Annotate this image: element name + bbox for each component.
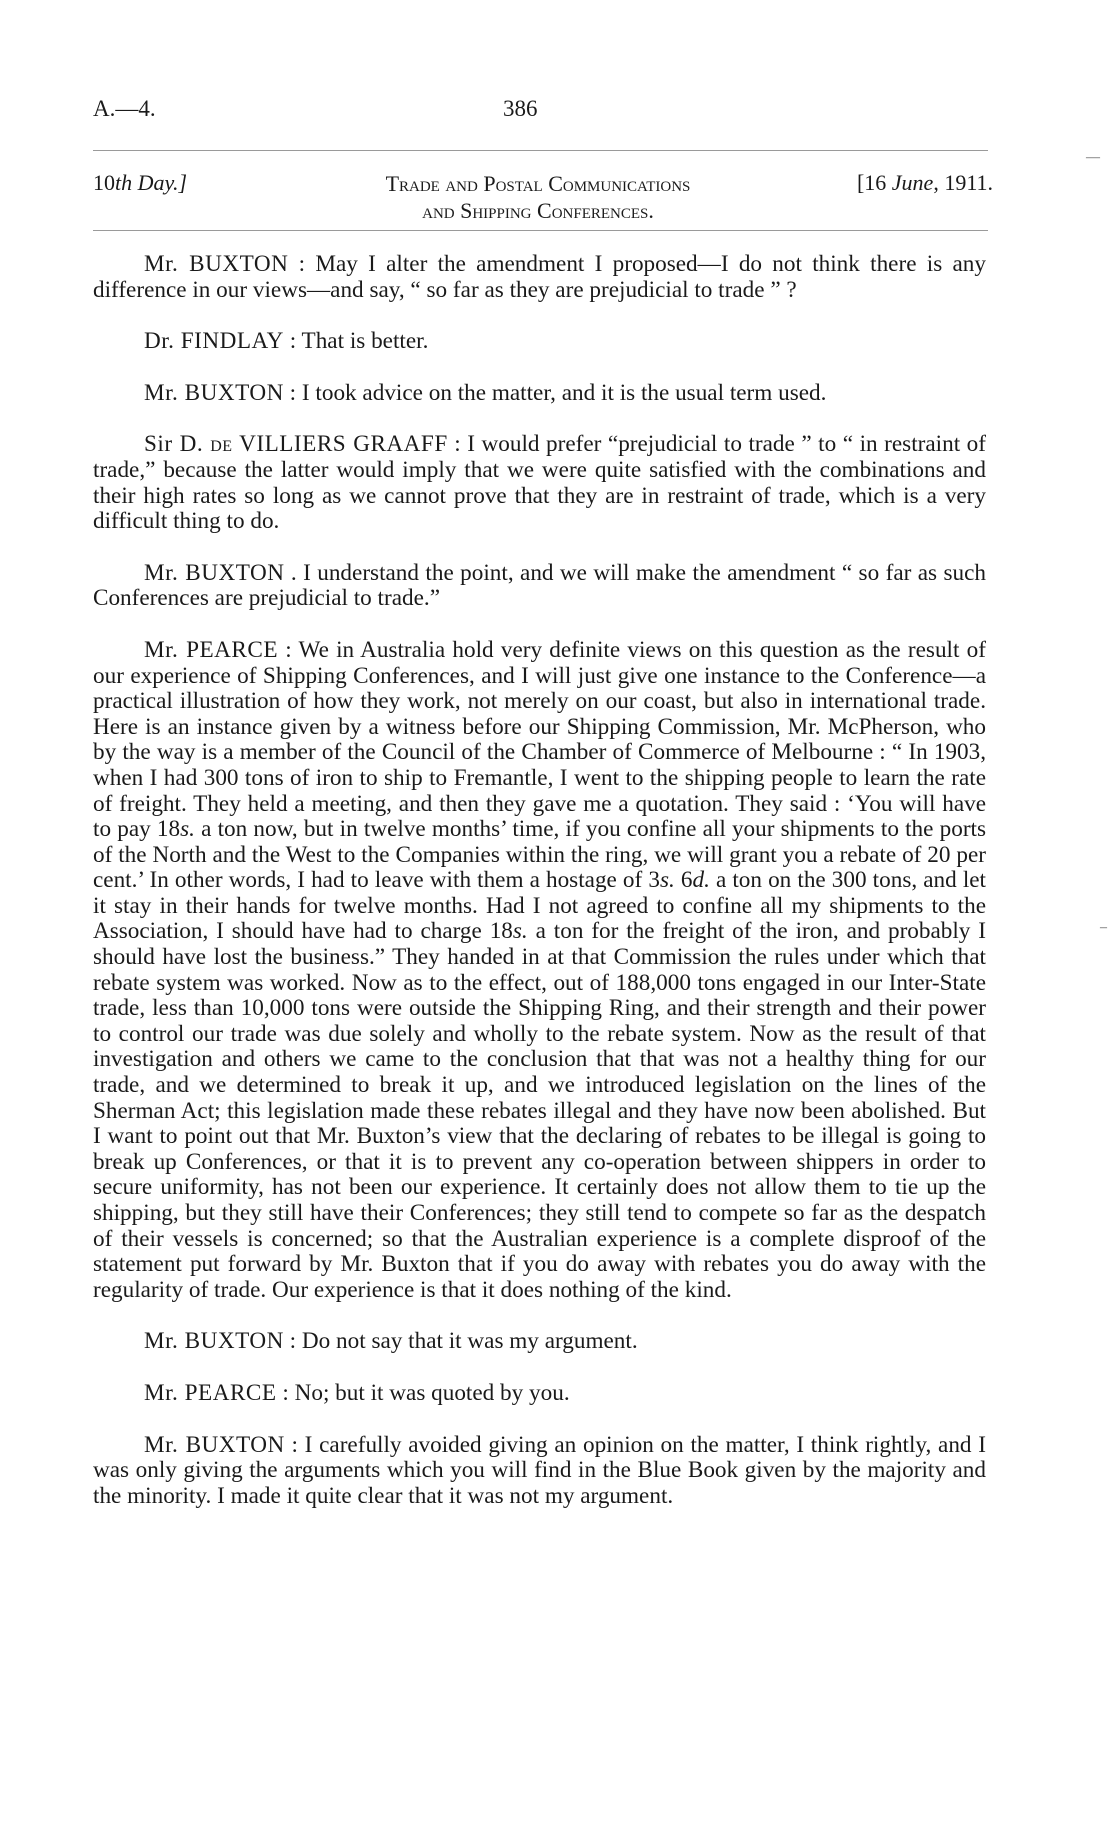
sitting-day-number: 10 [93, 170, 115, 195]
speaker-name: Mr. BUXTON [144, 251, 289, 277]
header-bottom-rule [93, 230, 988, 231]
speech-paragraph [93, 329, 986, 355]
sitting-day [93, 170, 187, 196]
speaker-name: Mr. BUXTON [144, 1328, 284, 1355]
speech-text: a ton on the 300 tons, and let it stay in their hands for twelve months. Had I not agreed to confine all my shipments to the Association, I should have had to charge 18 [93, 867, 986, 945]
speech-text: 6 [674, 867, 693, 894]
section-title-line-1: Trade and Postal Communications [385, 171, 691, 196]
speech-text: : I would prefer “prejudicial to trade ” to “ in restraint of trade,” because the latter would imply that we were quite satisfied with the combinations and their high rates so long as we cannot prove that they are in restraint of trade, which is a very difficult thing to do. [93, 431, 986, 535]
header-top-rule [93, 150, 988, 151]
currency-shillings: s. [659, 867, 675, 894]
speaker-name: Mr. PEARCE [144, 636, 279, 663]
speech-text: : May I alter the amendment I proposed—I do not think there is any difference in our views—and say, “ so far as they are prejudicial to trade ” ? [93, 251, 986, 303]
currency-shillings: s. [512, 918, 528, 945]
speaker-name: Mr. BUXTON [144, 379, 284, 406]
speech-text: : I carefully avoided giving an opinion on the matter, I think rightly, and I was only giving the arguments which you will find in the Blue Book given by the majority and the minority. I made it quite clear that it was not my argument. [93, 1431, 986, 1509]
speech-paragraph [93, 381, 986, 407]
speech-text: a ton now, but in twelve months’ time, if you confine all your shipments to the ports of the North and the West to the Companies within the ring, we will grant you a rebate of 20 per cent.’ In other words, I had to leave with them a hostage of 3 [93, 816, 987, 894]
speech-paragraph [93, 1433, 986, 1510]
speech-text: : Do not say that it was my argument. [283, 1328, 638, 1355]
running-head [93, 96, 993, 130]
speech-text: : I took advice on the matter, and it is the usual term used. [283, 379, 827, 406]
margin-mark: – [1100, 920, 1107, 935]
speaker-name: Mr. BUXTON [144, 1431, 285, 1458]
speech-text: : We in Australia hold very definite views on this question as the result of our experience of Shipping Conferences, and I will just give one instance to the Conference—a practical illustration of how they work, not merely on our coast, but also in international trade. Here is an instance given by a witness before our Shipping Commission, Mr. McPherson, who by the way is a member of the Council of the Chamber of Commerce of Melbourne : “ In 1903, when I had 300 tons of iron to ship to Fremantle, I went to the shipping people to learn the rate of freight. They held a meeting, and then they gave me a quotation. They said : ‘You will have to pay 18 [93, 636, 986, 843]
sitting-date-year: , 1911. [933, 170, 993, 195]
speech-paragraph [93, 432, 986, 534]
section-title-line-2: and Shipping Conferences. [422, 198, 654, 223]
speech-paragraph [93, 1329, 986, 1355]
speaker-name: Mr. BUXTON [144, 559, 285, 586]
sitting-day-label: th Day.] [115, 170, 188, 195]
page-number: 386 [503, 96, 538, 121]
speech-text: . I understand the point, and we will make the amendment “ so far as such Conferences are prejudicial to trade.” [93, 559, 986, 612]
currency-shillings: s. [180, 816, 195, 843]
sitting-date-month: June [891, 170, 934, 195]
currency-pence: d. [692, 867, 710, 894]
speech-paragraph [93, 638, 986, 1303]
speech-text: : No; but it was quoted by you. [276, 1379, 570, 1406]
speech-text: a ton for the freight of the iron, and probably I should have lost the business.” They handed in at that Commission the rules under which that rebate system was worked. Now as to the effect, out of 188,000 tons engaged in our Inter-State trade, less than 10,000 tons were outside the Shipping Ring, and their strength and their power to control our trade was due solely and wholly to the rebate system. Now as the result of that investigation and others we came to the conclusion that that was not a healthy thing for our trade, and we determined to break it up, and we introduced legislation on the lines of the Sherman Act; this legislation made these rebates illegal and they have now been abolished. But I want to point out that Mr. Buxton’s view that the declaring of rebates to be illegal is going to break up Conferences, or that it is to prevent any co-operation between shippers in order to secure uniformity, has not been our experience. It certainly does not allow them to tie up the shipping, but they still have their Conferences; they still tend to compete so far as the despatch of their vessels is concerned; so that the Australian experience is a complete disproof of the statement put forward by Mr. Buxton that if you do away with rebates you do away with the regularity of trade. Our experience is that it does nothing of the kind. [93, 918, 987, 1303]
document-reference: A.—4. [93, 96, 156, 121]
speech-paragraph [93, 561, 986, 612]
speaker-name: Mr. PEARCE [144, 1379, 277, 1406]
speech-paragraph [93, 252, 986, 303]
sitting-date [857, 170, 993, 196]
speaker-name-prefix: Sir D. [144, 431, 211, 458]
margin-mark: — [1086, 150, 1100, 165]
speaker-name: Dr. FINDLAY [144, 328, 284, 355]
speaker-name-suffix: VILLIERS GRAAFF [232, 431, 448, 458]
transcript-body [93, 252, 986, 1509]
speech-text: : That is better. [283, 328, 429, 355]
speaker-name [144, 431, 448, 457]
speaker-name-particle: de [210, 431, 233, 458]
section-title [323, 170, 753, 224]
sitting-date-day: [16 [856, 170, 892, 195]
section-header [93, 166, 993, 226]
speech-paragraph [93, 1381, 986, 1407]
